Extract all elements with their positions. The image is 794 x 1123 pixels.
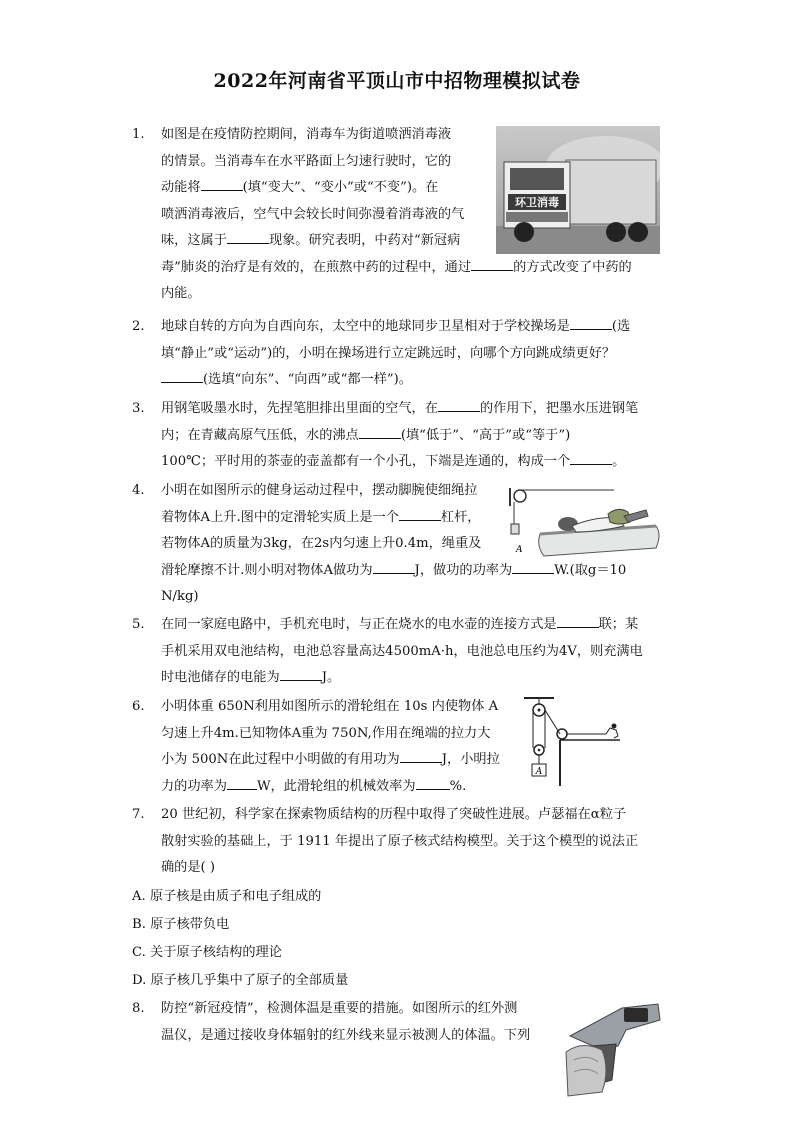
text-line: 匀速上升4m.已知物体A重为 750N,作用在绳端的拉力大 bbox=[161, 725, 491, 741]
answer-blank[interactable] bbox=[557, 613, 599, 628]
option-d[interactable]: D. 原子核几乎集中了原子的全部质量 bbox=[132, 973, 349, 988]
question-number: 8. bbox=[132, 1001, 145, 1016]
text-line: 的情景。当消毒车在水平路面上匀速行驶时，它的 bbox=[161, 153, 452, 169]
page-title: 2022年河南省平顶山市中招物理模拟试卷 bbox=[213, 70, 581, 92]
pulley-block-figure bbox=[520, 694, 622, 786]
question-number: 6. bbox=[132, 699, 145, 714]
answer-blank[interactable] bbox=[416, 775, 450, 790]
answer-blank[interactable] bbox=[570, 450, 612, 465]
answer-blank[interactable] bbox=[227, 775, 257, 790]
question-number: 7. bbox=[132, 807, 145, 822]
text-line: 温仪，是通过接收身体辐射的红外线来显示被测人的体温。下列 bbox=[161, 1027, 531, 1043]
answer-blank[interactable] bbox=[471, 256, 513, 271]
text-line: 动能将 (填“变大”、“变小”或“不变”)。在 bbox=[161, 175, 761, 202]
text-line: 防控“新冠疫情”，检测体温是重要的措施。如图所示的红外测 bbox=[161, 1001, 518, 1016]
text-line: 滑轮摩擦不计.则小明对物体A做功为 J，做功的功率为 W.(取g＝10 bbox=[161, 558, 761, 585]
object-a-label: A bbox=[516, 545, 523, 555]
text-line: 内；在青藏高原气压低，水的沸点 (填“低于”、“高于”或“等于”) bbox=[161, 423, 761, 450]
answer-blank[interactable] bbox=[438, 397, 480, 412]
text-line: 小为 500N在此过程中小明做的有用功为 J，小明拉 bbox=[161, 747, 761, 774]
question-number: 4. bbox=[132, 483, 145, 498]
option-a[interactable]: A. 原子核是由质子和电子组成的 bbox=[132, 889, 322, 904]
text-line: 若物体A的质量为3kg，在2s内匀速上升0.4m，绳重及 bbox=[161, 536, 482, 551]
answer-blank[interactable] bbox=[359, 424, 401, 439]
text-line: 味，这属于 现象。研究表明，中药对“新冠病 bbox=[161, 228, 761, 255]
text-line: 确的是( ) bbox=[161, 860, 216, 875]
text-line: 如图是在疫情防控期间，消毒车为街道喷洒消毒液 bbox=[161, 127, 452, 142]
option-b[interactable]: B. 原子核带负电 bbox=[132, 917, 230, 932]
disinfection-truck-figure bbox=[496, 126, 660, 254]
answer-blank[interactable] bbox=[161, 368, 203, 383]
text-line: 100℃；平时用的茶壶的壶盖都有一个小孔，下端是连通的，构成一个 。 bbox=[161, 449, 761, 476]
text-line: N/kg) bbox=[161, 589, 199, 604]
text-line: 内能。 bbox=[161, 286, 201, 301]
answer-blank[interactable] bbox=[570, 315, 612, 330]
text-line: 在同一家庭电路中，手机充电时，与正在烧水的电水壶的连接方式是 联；某 bbox=[161, 612, 761, 639]
text-line: 毒”肺炎的治疗是有效的，在煎熬中药的过程中，通过 的方式改变了中药的 bbox=[161, 255, 761, 282]
text-line: 填“静止”或“运动”)的，小明在操场进行立定跳远时，向哪个方向跳成绩更好？ bbox=[161, 345, 616, 361]
text-line: 手机采用双电池结构，电池总容量高达4500mA·h，电池总电压约为4V，则充满电 bbox=[161, 643, 643, 659]
answer-blank[interactable] bbox=[201, 176, 243, 191]
text-line: 小明体重 650N利用如图所示的滑轮组在 10s 内使物体 A bbox=[161, 699, 499, 714]
answer-blank[interactable] bbox=[399, 506, 441, 521]
option-c[interactable]: C. 关于原子核结构的理论 bbox=[132, 945, 282, 960]
text-line: 小明在如图所示的健身运动过程中，摆动脚腕使细绳拉 bbox=[161, 483, 478, 498]
truck-label-text: 环卫消毒 bbox=[515, 196, 559, 209]
text-line: 地球自转的方向为自西向东，太空中的地球同步卫星相对于学校操场是 (选 bbox=[161, 314, 761, 341]
text-line: (选填“向东”、“向西”或“都一样”)。 bbox=[161, 367, 761, 394]
infrared-thermometer-figure bbox=[562, 1000, 664, 1098]
text-line: 用钢笔吸墨水时，先捏笔胆排出里面的空气，在 的作用下，把墨水压进钢笔 bbox=[161, 396, 761, 423]
question-number: 5. bbox=[132, 617, 145, 632]
object-a-label: A bbox=[535, 767, 543, 777]
fitness-pulley-figure bbox=[506, 486, 662, 564]
answer-blank[interactable] bbox=[227, 229, 269, 244]
text-line: 着物体A上升.图中的定滑轮实质上是一个 杠杆， bbox=[161, 505, 761, 532]
answer-blank[interactable] bbox=[280, 666, 322, 681]
question-number: 1. bbox=[132, 127, 145, 142]
question-number: 2. bbox=[132, 319, 145, 334]
text-line: 喷洒消毒液后，空气中会较长时间弥漫着消毒液的气 bbox=[161, 206, 465, 222]
text-line: 散射实验的基础上，于 1911 年提出了原子核式结构模型。关于这个模型的说法正 bbox=[161, 833, 639, 849]
answer-blank[interactable] bbox=[400, 748, 442, 763]
text-line: 力的功率为 W，此滑轮组的机械效率为 %. bbox=[161, 774, 761, 801]
text-line: 20 世纪初，科学家在探索物质结构的历程中取得了突破性进展。卢瑟福在α粒子 bbox=[161, 807, 627, 822]
question-number: 3. bbox=[132, 401, 145, 416]
answer-blank[interactable] bbox=[373, 559, 415, 574]
text-line: 时电池储存的电能为 J。 bbox=[161, 665, 761, 692]
